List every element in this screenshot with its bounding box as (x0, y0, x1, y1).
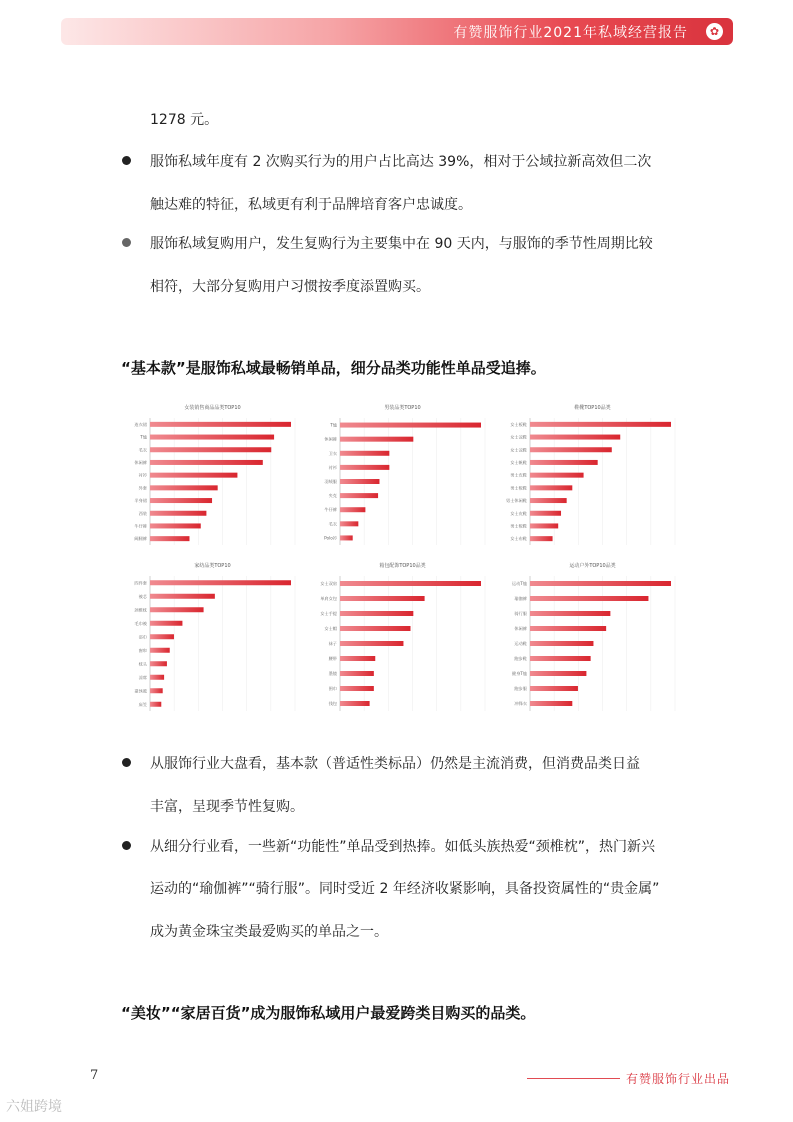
category-label: 羽绒服 (324, 479, 337, 484)
bar (340, 465, 389, 470)
category-label: 腰带 (328, 656, 337, 661)
category-label: 骑行服 (514, 611, 527, 616)
category-label: 毛衣 (138, 447, 147, 453)
category-label: 女士皮鞋 (510, 510, 527, 516)
category-label: 外套 (138, 485, 147, 491)
category-label: 女士双肩 (320, 581, 337, 586)
watermark: 六姐跨境 (6, 1099, 62, 1115)
paragraph-line: 触达难的特征，私域更有利于品牌培育客户忠诚度。 (150, 197, 472, 213)
category-label: 连衣裙 (134, 421, 147, 427)
bullet-icon (122, 758, 131, 767)
bar (150, 621, 182, 626)
chart-sports (500, 558, 685, 716)
bar (530, 641, 593, 646)
paragraph-line: 成为黄金珠宝类最爱购买的单品之一。 (150, 924, 388, 940)
category-label: 牛仔裤 (134, 523, 147, 529)
bar (150, 460, 263, 465)
bar (150, 580, 291, 585)
category-label: 围巾 (328, 686, 337, 691)
category-label: 女士手提 (320, 611, 337, 616)
bar (340, 656, 375, 661)
chart-title: 箱包配饰TOP10品类 (379, 563, 426, 569)
paragraph-line: 丰富，呈现季节性复购。 (150, 799, 304, 815)
page-header (61, 18, 733, 45)
category-label: 半身裙 (134, 498, 147, 504)
bar (340, 611, 413, 616)
chart-title: 家纺品类TOP10 (194, 563, 231, 569)
chart-bags (310, 558, 495, 716)
bullet-icon (122, 238, 131, 247)
paragraph-line: 运动的“瑜伽裤”“骑行服”。同时受近 2 年经济收紧影响，具备投资属性的“贵金属” (150, 881, 660, 897)
brand-logo-icon: ✿ (706, 23, 723, 40)
bar (340, 701, 370, 706)
bar (530, 686, 578, 691)
bullet-icon (122, 841, 131, 850)
bar (150, 523, 201, 528)
category-label: 钱包 (328, 701, 337, 706)
bar (340, 451, 389, 456)
chart-title: 女装销售商品品类TOP10 (184, 405, 241, 411)
category-label: 枕头 (138, 661, 147, 667)
bar (150, 536, 189, 541)
bar (150, 702, 161, 707)
bar (530, 511, 561, 516)
bar (340, 626, 411, 631)
bar (340, 535, 353, 540)
bar (530, 536, 553, 541)
bar (150, 422, 291, 427)
bar (340, 581, 481, 586)
category-label: 女士凉鞋 (510, 447, 527, 453)
category-label: 衬衫 (138, 472, 147, 478)
bar (340, 493, 378, 498)
chart-title: 男装品类TOP10 (384, 405, 421, 411)
category-label: 休闲裤 (514, 626, 527, 631)
category-label: 健身T恤 (511, 671, 527, 676)
category-label: 男士休闲鞋 (506, 498, 527, 504)
category-label: T恤 (330, 422, 337, 428)
category-label: 女士帆鞋 (510, 459, 527, 465)
bar (530, 473, 584, 478)
category-label: 毛衣 (328, 521, 337, 527)
category-label: 西装 (138, 510, 147, 516)
chart-mens (310, 400, 495, 550)
category-label: 蚕丝被 (134, 688, 147, 694)
bar (530, 523, 558, 528)
bar (150, 447, 271, 452)
bar (150, 435, 274, 440)
bar (340, 641, 403, 646)
category-label: 跑步服 (514, 686, 527, 691)
bar (150, 648, 170, 653)
category-label: 单肩女包 (320, 596, 337, 601)
bar (530, 656, 591, 661)
bar (530, 447, 612, 452)
category-label: 卫衣 (328, 450, 337, 456)
category-label: 被芯 (138, 593, 147, 599)
footer-divider (527, 1078, 620, 1079)
paragraph-line: 服饰私域复购用户，发生复购行为主要集中在 90 天内，与服饰的季节性周期比较 (150, 236, 653, 252)
bar (530, 485, 572, 490)
bar (150, 675, 164, 680)
paragraph-line: 从细分行业看，一些新“功能性”单品受到热捧。如低头族热爱“颈椎枕”，热门新兴 (150, 839, 656, 855)
category-label: 女士帽 (324, 626, 337, 631)
category-label: 跑步鞋 (514, 656, 527, 661)
category-label: Polo衫 (324, 535, 337, 541)
bar (340, 479, 379, 484)
paragraph-line: 相符，大部分复购用户习惯按季度添置购买。 (150, 279, 430, 295)
paragraph-line: 从服饰行业大盘看，基本款（普适性类标品）仍然是主流消费，但消费品类日益 (150, 756, 640, 772)
bar (530, 701, 572, 706)
category-label: 男士板鞋 (510, 485, 527, 491)
paragraph-line: 1278 元。 (150, 112, 219, 128)
category-label: 休闲裤 (324, 436, 337, 442)
category-label: 床笠 (138, 701, 147, 707)
category-label: 运动鞋 (514, 641, 527, 646)
category-label: 阔腿裤 (134, 536, 147, 542)
category-label: 运动T恤 (511, 581, 527, 586)
chart-shoes (500, 400, 685, 550)
bar (530, 671, 586, 676)
category-label: 女士布鞋 (510, 536, 527, 542)
section-heading: “基本款”是服饰私域最畅销单品，细分品类功能性单品受追捧。 (121, 359, 546, 377)
bar (340, 686, 374, 691)
chart-home-textile (120, 558, 305, 716)
category-label: 墨镜 (328, 671, 337, 676)
category-label: 男士皮鞋 (510, 472, 527, 478)
header-title: 有赞服饰行业2021年私域经营报告 (453, 25, 688, 41)
bar (150, 688, 163, 693)
category-label: 毛巾被 (134, 620, 147, 626)
category-label: 凉席 (138, 674, 147, 680)
bar (530, 498, 567, 503)
bar (150, 511, 206, 516)
bar (340, 671, 374, 676)
paragraph-line: 服饰私域年度有 2 次购买行为的用户占比高达 39%，相对于公域拉新高效但二次 (150, 154, 652, 170)
category-label: 牛仔裤 (324, 507, 337, 513)
bar (150, 498, 212, 503)
bar (340, 521, 358, 526)
bar (530, 611, 610, 616)
bar (340, 437, 413, 442)
category-label: 浴巾 (138, 634, 147, 640)
category-label: T恤 (140, 434, 147, 440)
bullet-icon (122, 156, 131, 165)
bar (340, 507, 365, 512)
chart-womens (120, 400, 305, 550)
bar (150, 634, 174, 639)
category-label: 女士凉鞋 (510, 434, 527, 440)
page-number: 7 (90, 1068, 99, 1083)
category-label: 男士板鞋 (510, 523, 527, 529)
bar (340, 423, 481, 428)
bar (530, 581, 671, 586)
category-label: 衬衫 (328, 464, 337, 470)
bar (530, 460, 598, 465)
category-label: 瑜伽裤 (514, 596, 527, 601)
bar (530, 422, 671, 427)
bar (530, 596, 648, 601)
bar (150, 607, 204, 612)
chart-title: 运动户外TOP10品类 (569, 563, 616, 569)
bar (530, 435, 620, 440)
category-label: 休闲裤 (134, 459, 147, 465)
bar (150, 473, 237, 478)
bar (150, 485, 218, 490)
bar (530, 626, 606, 631)
category-label: 四件套 (134, 580, 147, 586)
bar (150, 661, 167, 666)
category-label: 窗帘 (138, 647, 147, 653)
bar (150, 594, 215, 599)
chart-title: 鞋靴TOP10品类 (574, 405, 611, 411)
bar (340, 596, 425, 601)
category-label: 女士板鞋 (510, 421, 527, 427)
category-label: 颈椎枕 (134, 607, 147, 613)
category-label: 冲锋衣 (514, 701, 527, 706)
category-label: 夹克 (328, 493, 337, 499)
footer-brand: 有赞服饰行业出品 (626, 1072, 731, 1086)
section-heading: “美妆”“家居百货”成为服饰私域用户最爱跨类目购买的品类。 (121, 1004, 536, 1022)
category-label: 袜子 (328, 641, 337, 646)
